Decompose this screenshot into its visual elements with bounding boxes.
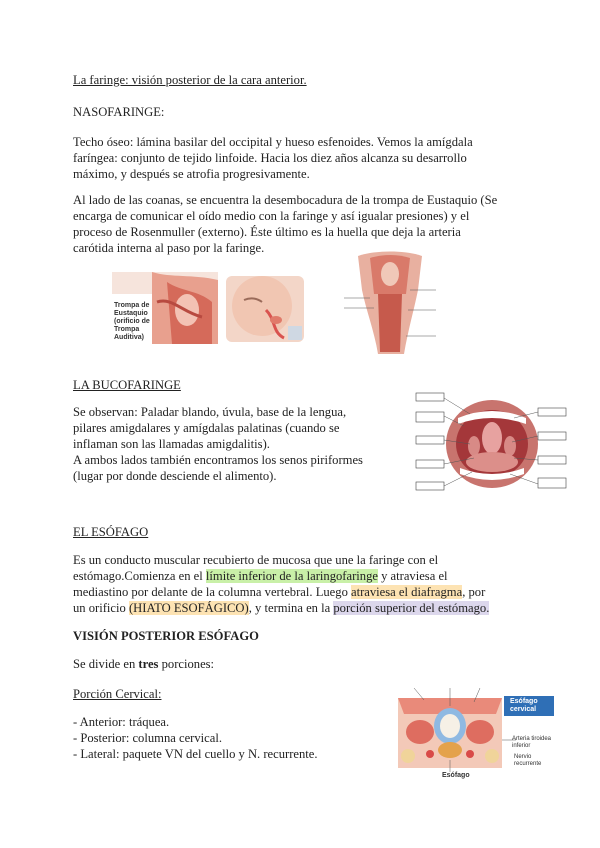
divide-line: Se divide en tres porciones: — [73, 657, 215, 671]
figure-esofago-cervical — [384, 684, 556, 784]
nasofaringe-heading: NASOFARINGE: — [73, 105, 165, 119]
esofago-line4: un orificio (HIATO ESOFÁGICO), y termina en la porción superior del estómago. — [73, 601, 490, 615]
nasofaringe-p2-line4: carótida interna al paso por la faringe. — [73, 241, 265, 255]
highlight-estomago: porción superior del estómago. — [333, 601, 490, 615]
highlight-hiato: (HIATO ESOFÁGICO) — [128, 601, 249, 615]
nasofaringe-p2-line1: Al lado de las coanas, se encuentra la desembocadura de la trompa de Eustaquio (Se — [73, 193, 498, 207]
esofago-heading: EL ESÓFAGO — [73, 525, 149, 539]
bucofaringe-line1: Se observan: Paladar blando, úvula, base de la lengua, — [73, 405, 347, 419]
label-nervio-recurrente: Nervio recurrente — [514, 754, 542, 767]
bucofaringe-line3: inflaman son las llamadas amigdalitis). — [73, 437, 270, 451]
cervical-item-lateral: - Lateral: paquete VN del cuello y N. recurrente. — [73, 747, 318, 761]
cervical-item-anterior: - Anterior: tráquea. — [73, 715, 170, 729]
nasofaringe-p2-line2: encarga de comunicar el oído medio con la faringe y así igualar presiones) y el — [73, 209, 470, 223]
bucofaringe-line2: pilares amigdalares y amígdalas palatinas (cuando se — [73, 421, 340, 435]
bucofaringe-line4: A ambos lados también encontramos los senos piriformes — [73, 453, 363, 467]
nasofaringe-p2-line3: proceso de Rosenmuller (externo). Éste último es la huella que deja la arteria — [73, 225, 461, 239]
highlight-limite-inferior: límite inferior de la laringofaringe — [205, 569, 378, 583]
vision-posterior-heading: VISIÓN POSTERIOR ESÓFAGO — [73, 629, 259, 643]
bucofaringe-line5: (lugar por donde desciende el alimento). — [73, 469, 277, 483]
porcion-cervical-heading: Porción Cervical: — [73, 687, 162, 701]
highlight-diafragma: atraviesa el diafragma — [351, 585, 463, 599]
figure-face-profile — [226, 276, 304, 342]
esofago-cervical-badge: Esófago cervical — [510, 698, 538, 713]
page-title: La faringe: visión posterior de la cara anterior. — [73, 73, 307, 87]
figure-open-mouth — [414, 390, 568, 494]
figure-pharynx-posterior — [344, 250, 436, 356]
label-arteria-tiroidea: Arteria tiroidea inferior — [512, 736, 552, 749]
nasofaringe-p1-line3: máximo, y después se atrofia progresivamente. — [73, 167, 310, 181]
esofago-line3: mediastino por delante de la columna vertebral. Luego atraviesa el diafragma, por — [73, 585, 486, 599]
cervical-item-posterior: - Posterior: columna cervical. — [73, 731, 222, 745]
figure1-label: Trompa de Eustaquio (orificio de Trompa Auditiva) — [114, 302, 150, 341]
esofago-line2: estómago.Comienza en el límite inferior de la laringofaringe y atraviesa el — [73, 569, 448, 583]
label-esofago-bottom: Esófago — [442, 772, 470, 779]
esofago-line1: Es un conducto muscular recubierto de mucosa que une la faringe con el — [73, 553, 439, 567]
bucofaringe-heading: LA BUCOFARINGE — [73, 378, 181, 392]
figure-pharynx-sagittal — [112, 272, 218, 344]
nasofaringe-p1-line2: faríngea: conjunto de tejido linfoide. Hacia los diez años alcanza su desarrollo — [73, 151, 467, 165]
nasofaringe-p1-line1: Techo óseo: lámina basilar del occipital y hueso esfenoides. Vemos la amígdala — [73, 135, 473, 149]
